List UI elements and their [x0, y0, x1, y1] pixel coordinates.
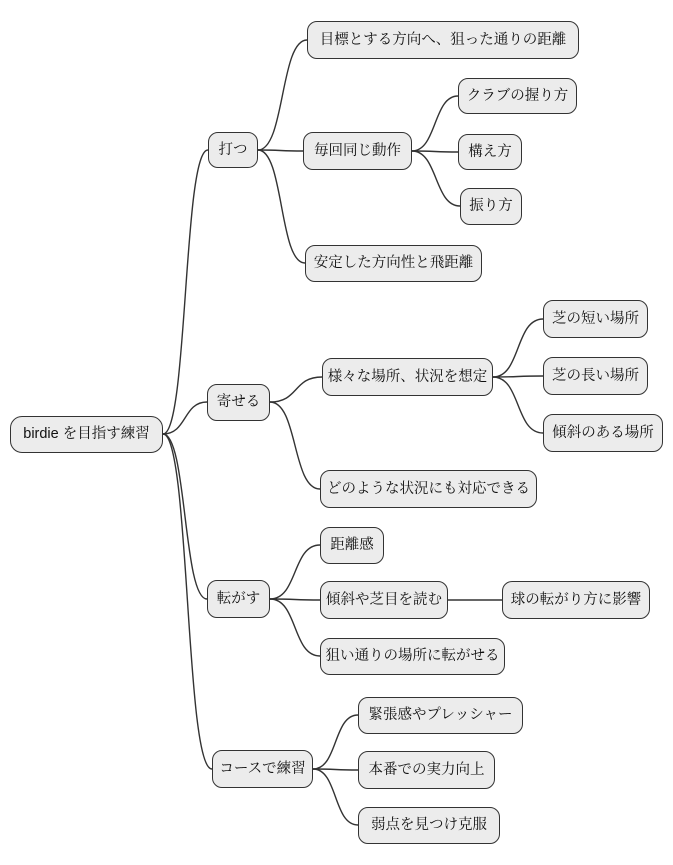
- edge-course-to-find-weakness: [313, 769, 358, 825]
- node-approach: 寄せる: [207, 384, 270, 421]
- node-distance-feel: 距離感: [320, 527, 384, 564]
- edge-root-to-course-practice: [163, 434, 212, 769]
- edge-approach-to-various-situations: [270, 377, 322, 402]
- node-find-weakness: 弱点を見つけ克服: [358, 807, 500, 844]
- root-node: birdie を目指す練習: [10, 416, 163, 453]
- edge-same-motion-to-club-grip: [412, 96, 458, 151]
- node-target-direction-distance: 目標とする方向へ、狙った通りの距離: [307, 21, 579, 59]
- edge-various-to-short-grass: [493, 319, 543, 377]
- node-stance: 構え方: [458, 134, 522, 170]
- edge-hit-to-target-direction: [258, 40, 307, 150]
- node-pressure: 緊張感やプレッシャー: [358, 697, 523, 734]
- edge-course-to-pressure: [313, 715, 358, 769]
- node-real-performance: 本番での実力向上: [358, 751, 495, 789]
- edge-various-to-sloped-ground: [493, 377, 543, 433]
- edge-roll-to-read-slope: [270, 599, 320, 600]
- node-hit: 打つ: [208, 132, 258, 168]
- node-long-grass: 芝の長い場所: [543, 357, 648, 395]
- node-various-situations: 様々な場所、状況を想定: [322, 358, 493, 396]
- node-short-grass: 芝の短い場所: [543, 300, 648, 338]
- edge-same-motion-to-swing: [412, 151, 460, 206]
- node-sloped-ground: 傾斜のある場所: [543, 414, 663, 452]
- node-roll: 転がす: [207, 580, 270, 618]
- node-swing: 振り方: [460, 188, 522, 225]
- node-roll-to-target: 狙い通りの場所に転がせる: [320, 638, 505, 675]
- edge-various-to-long-grass: [493, 376, 543, 377]
- node-stable-direction-distance: 安定した方向性と飛距離: [305, 245, 482, 282]
- edge-roll-to-distance-feel: [270, 545, 320, 599]
- edge-approach-to-handle-any-situation: [270, 402, 320, 489]
- node-course-practice: コースで練習: [212, 750, 313, 788]
- edge-hit-to-stable-direction: [258, 150, 305, 263]
- edge-root-to-approach: [163, 402, 207, 434]
- edge-course-to-real-performance: [313, 769, 358, 770]
- edge-roll-to-roll-to-target: [270, 599, 320, 656]
- node-handle-any-situation: どのような状況にも対応できる: [320, 470, 537, 508]
- edge-root-to-hit: [163, 150, 208, 434]
- node-ball-roll-effect: 球の転がり方に影響: [502, 581, 650, 619]
- edge-hit-to-same-motion: [258, 150, 303, 151]
- node-same-motion: 毎回同じ動作: [303, 132, 412, 170]
- node-read-slope-grain: 傾斜や芝目を読む: [320, 581, 448, 619]
- node-club-grip: クラブの握り方: [458, 78, 577, 114]
